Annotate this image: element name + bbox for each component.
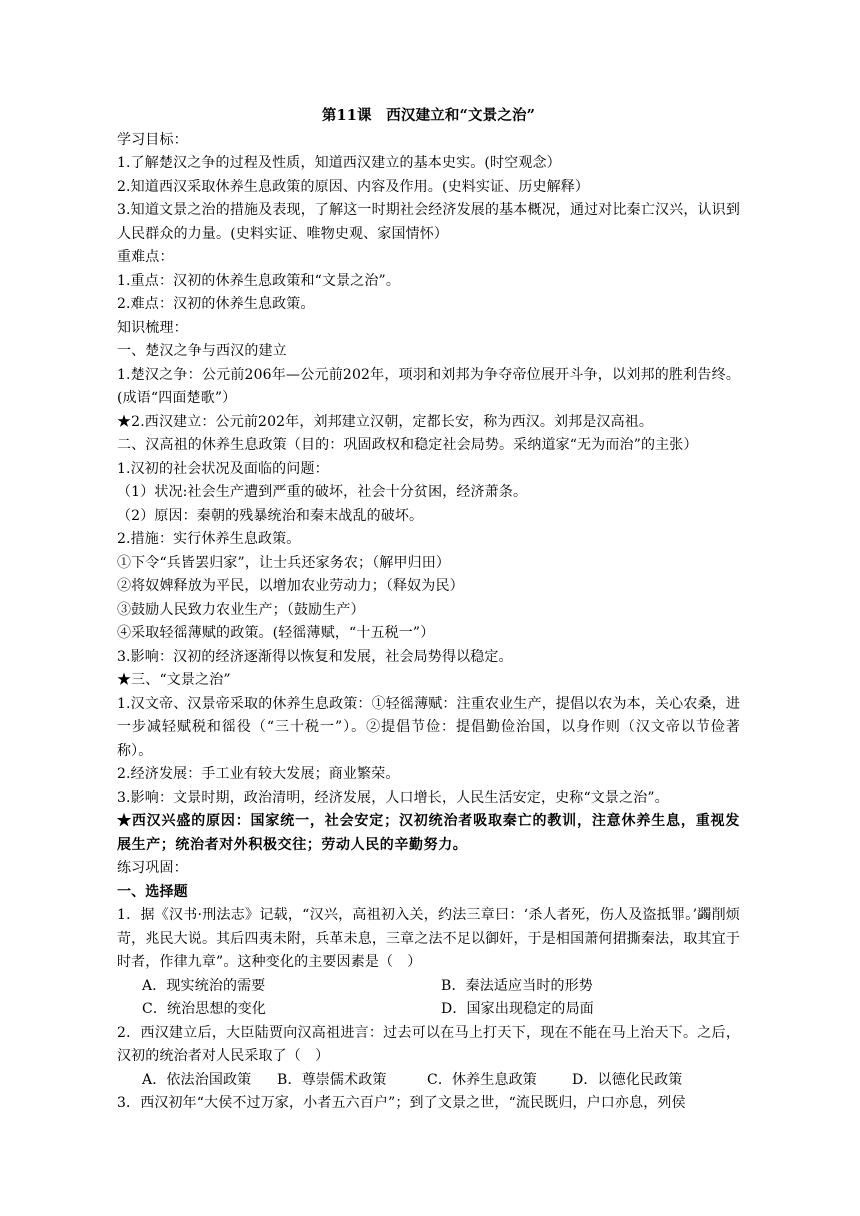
text-line: 学习目标： xyxy=(117,131,188,148)
question-2-stem: 2．西汉建立后，大臣陆贾向汉高祖进言：过去可以在马上打天下，现在不能在马上治天下。之后，汉初的统治者对人民采取了（ ） xyxy=(117,1024,740,1064)
option-a[interactable]: A．依法治国政策 xyxy=(142,1071,252,1088)
question-3-stem: 3．西汉初年“大侯不过万家，小者五六百户”；到了文景之世，“流民既归，户口亦息，列侯 xyxy=(117,1095,686,1111)
practice-label: 练习巩固： xyxy=(117,860,188,876)
text-line: （2）原因：秦朝的残暴统治和秦末战乱的破坏。 xyxy=(117,507,424,524)
question-1-stem: 1．据《汉书·刑法志》记载，“汉兴，高祖初入关，约法三章曰：‘杀人者死，伤人及盗抵罪。’蠲削烦苛，兆民大说。其后四夷未附，兵革未息，三章之法不足以御奸，于是相国萧何捃撕秦法，取其宜于时者，作律九章”。这种变化的主要因素是（ ） xyxy=(117,907,740,970)
text-line: 3.影响：文景时期，政治清明，经济发展，人口增长，人民生活安定，史称“文景之治”。 xyxy=(117,789,669,806)
option-c[interactable]: C．休养生息政策 xyxy=(427,1071,537,1088)
text-line: ③鼓励人民致力农业生产；（鼓励生产） xyxy=(117,601,365,618)
text-line: 知识梳理： xyxy=(117,319,188,336)
document-body xyxy=(117,104,740,1116)
section-heading-choice: 一、选择题 xyxy=(117,883,188,900)
option-a[interactable]: A．现实统治的需要 xyxy=(142,977,266,994)
text-line: （1）状况:社会生产遭到严重的破坏，社会十分贫困，经济萧条。 xyxy=(117,484,528,500)
text-line: 一、楚汉之争与西汉的建立 xyxy=(117,343,287,359)
text-line: 3.影响：汉初的经济逐渐得以恢复和发展，社会局势得以稳定。 xyxy=(117,648,513,665)
question-2-options xyxy=(117,1069,740,1093)
text-line: 2.经济发展：手工业有较大发展；商业繁荣。 xyxy=(117,766,400,782)
text-line: 1.楚汉之争：公元前206年—公元前202年，项羽和刘邦为争夺帝位展开斗争，以刘邦的胜利告终。(成语“四面楚歌”） xyxy=(117,366,740,406)
option-d[interactable]: D．以德化民政策 xyxy=(572,1071,683,1088)
text-line: ①下令“兵皆罢归家”，让士兵还家务农；（解甲归田） xyxy=(117,554,451,571)
text-line: ④采取轻徭薄赋的政策。(轻徭薄赋，“十五税一”） xyxy=(117,625,435,641)
question-1-options-row-1 xyxy=(117,975,740,999)
text-line: ★三、“文景之治” xyxy=(117,672,231,688)
text-line: ★2.西汉建立：公元前202年，刘邦建立汉朝，定都长安，称为西汉。刘邦是汉高祖。 xyxy=(117,413,654,430)
option-b[interactable]: B．尊崇儒术政策 xyxy=(277,1071,387,1088)
text-line: 重难点： xyxy=(117,249,174,265)
text-line: 1.汉文帝、汉景帝采取的休养生息政策：①轻徭薄赋：注重农业生产，提倡以农为本，关心农桑，进一步减轻赋税和徭役（“三十税一”）。②提倡节俭：提倡勤俭治国，以身作则（汉文帝以节俭著称）。 xyxy=(117,695,740,759)
text-line: 2.知道西汉采取休养生息政策的原因、内容及作用。(史料实证、历史解释） xyxy=(117,178,590,195)
option-c[interactable]: C．统治思想的变化 xyxy=(142,1001,267,1017)
lesson-title: 第11课 西汉建立和“文景之治” xyxy=(321,107,536,124)
question-1-options-row-2 xyxy=(117,998,740,1022)
text-line: 3.知道文景之治的措施及表现，了解这一时期社会经济发展的基本概况，通过对比秦亡汉兴，认识到人民群众的力量。(史料实证、唯物史观、家国情怀） xyxy=(117,202,740,242)
option-d[interactable]: D．国家出现稳定的局面 xyxy=(441,1001,594,1017)
text-line: 2.措施：实行休养生息政策。 xyxy=(117,531,301,547)
emphasis-paragraph: ★西汉兴盛的原因：国家统一，社会安定；汉初统治者吸取秦亡的教训，注意休养生息，重视发展生产；统治者对外积极交往；劳动人民的辛勤努力。 xyxy=(117,813,740,853)
text-line: 1.了解楚汉之争的过程及性质，知道西汉建立的基本史实。(时空观念） xyxy=(117,155,561,171)
text-line: 二、汉高祖的休养生息政策（目的：巩固政权和稳定社会局势。采纳道家“无为而治”的主张） xyxy=(117,437,698,453)
text-line: 1.重点：汉初的休养生息政策和“文景之治”。 xyxy=(117,272,400,289)
text-line: ②将奴婢释放为平民，以增加农业劳动力；（释奴为民） xyxy=(117,578,464,594)
text-line: 2.难点：汉初的休养生息政策。 xyxy=(117,296,315,312)
option-b[interactable]: B．秦法适应当时的形势 xyxy=(441,977,593,994)
text-line: 1.汉初的社会状况及面临的问题： xyxy=(117,460,329,477)
